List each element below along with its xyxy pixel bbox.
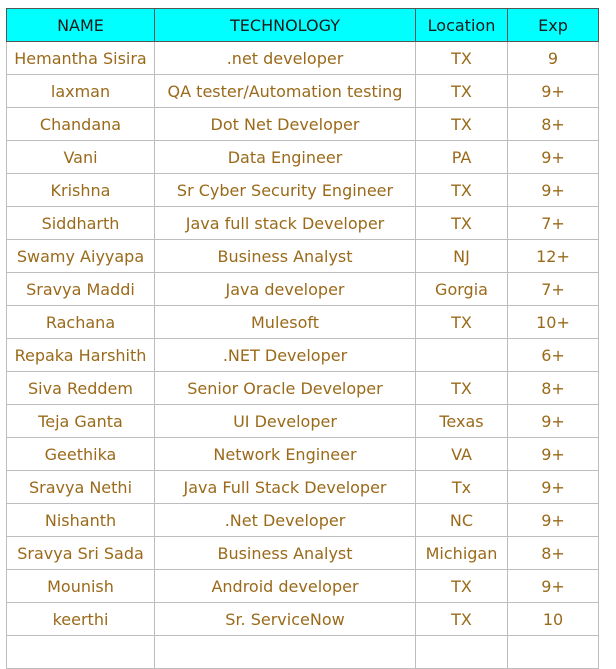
cell-exp: 9+ — [508, 570, 599, 603]
cell-location: TX — [416, 306, 508, 339]
table-row — [7, 141, 599, 174]
cell-location: VA — [416, 438, 508, 471]
cell-location: Michigan — [416, 537, 508, 570]
table-row — [7, 273, 599, 306]
cell-name: Krishna — [7, 174, 155, 207]
cell-exp: 10+ — [508, 306, 599, 339]
table-row — [7, 339, 599, 372]
cell-technology: Network Engineer — [155, 438, 416, 471]
cell-location: TX — [416, 603, 508, 636]
table-row — [7, 108, 599, 141]
cell-technology: Data Engineer — [155, 141, 416, 174]
cell-exp: 6+ — [508, 339, 599, 372]
cell-name: Hemantha Sisira — [7, 42, 155, 75]
table-row — [7, 570, 599, 603]
cell-technology: Sr. ServiceNow — [155, 603, 416, 636]
cell-location: TX — [416, 372, 508, 405]
cell-location: Gorgia — [416, 273, 508, 306]
table-row — [7, 207, 599, 240]
cell-name: Sravya Sri Sada — [7, 537, 155, 570]
cell-exp: 9+ — [508, 75, 599, 108]
cell-technology: Sr Cyber Security Engineer — [155, 174, 416, 207]
cell-exp: 7+ — [508, 207, 599, 240]
table-row — [7, 174, 599, 207]
table-body — [7, 42, 599, 669]
cell-name: Teja Ganta — [7, 405, 155, 438]
cell-name: Repaka Harshith — [7, 339, 155, 372]
table-row — [7, 603, 599, 636]
table-row — [7, 504, 599, 537]
candidate-table — [6, 8, 599, 669]
header-exp: Exp — [508, 9, 599, 42]
cell-exp: 7+ — [508, 273, 599, 306]
header-name: NAME — [7, 9, 155, 42]
cell-location: TX — [416, 42, 508, 75]
cell-location: TX — [416, 570, 508, 603]
cell-technology: Senior Oracle Developer — [155, 372, 416, 405]
cell-technology: .net developer — [155, 42, 416, 75]
cell-location: Tx — [416, 471, 508, 504]
header-location: Location — [416, 9, 508, 42]
cell-name: Chandana — [7, 108, 155, 141]
cell-technology: .NET Developer — [155, 339, 416, 372]
table-row — [7, 240, 599, 273]
cell-exp: 9+ — [508, 471, 599, 504]
cell-technology: Java Full Stack Developer — [155, 471, 416, 504]
cell-name: Siva Reddem — [7, 372, 155, 405]
cell-exp: 9+ — [508, 405, 599, 438]
cell-name: Geethika — [7, 438, 155, 471]
cell-technology: UI Developer — [155, 405, 416, 438]
cell-technology: Mulesoft — [155, 306, 416, 339]
header-technology: TECHNOLOGY — [155, 9, 416, 42]
cell-location: TX — [416, 207, 508, 240]
cell-exp: 9 — [508, 42, 599, 75]
cell-technology: Dot Net Developer — [155, 108, 416, 141]
table-row — [7, 306, 599, 339]
cell-name: Swamy Aiyyapa — [7, 240, 155, 273]
table-row-partial — [7, 636, 599, 669]
cell-name: Rachana — [7, 306, 155, 339]
cell-location: NJ — [416, 240, 508, 273]
cell-exp: 8+ — [508, 537, 599, 570]
cell-location — [416, 339, 508, 372]
cell-name: Sravya Maddi — [7, 273, 155, 306]
cell-name: Sravya Nethi — [7, 471, 155, 504]
cell-location: TX — [416, 108, 508, 141]
cell-exp: 9+ — [508, 174, 599, 207]
cell-exp: 8+ — [508, 372, 599, 405]
cell-technology: Java developer — [155, 273, 416, 306]
cell-empty — [508, 636, 599, 669]
table-row — [7, 372, 599, 405]
table-row — [7, 75, 599, 108]
cell-exp: 9+ — [508, 504, 599, 537]
cell-name: Siddharth — [7, 207, 155, 240]
cell-technology: Business Analyst — [155, 537, 416, 570]
cell-technology: .Net Developer — [155, 504, 416, 537]
table-header-row — [7, 9, 599, 42]
table-row — [7, 405, 599, 438]
cell-name: Mounish — [7, 570, 155, 603]
cell-technology: QA tester/Automation testing — [155, 75, 416, 108]
cell-empty — [416, 636, 508, 669]
cell-exp: 9+ — [508, 438, 599, 471]
cell-name: Vani — [7, 141, 155, 174]
cell-technology: Business Analyst — [155, 240, 416, 273]
cell-empty — [155, 636, 416, 669]
cell-exp: 9+ — [508, 141, 599, 174]
cell-technology: Android developer — [155, 570, 416, 603]
cell-location: PA — [416, 141, 508, 174]
cell-exp: 10 — [508, 603, 599, 636]
table-row — [7, 537, 599, 570]
table-row — [7, 438, 599, 471]
cell-empty — [7, 636, 155, 669]
cell-location: Texas — [416, 405, 508, 438]
cell-technology: Java full stack Developer — [155, 207, 416, 240]
cell-location: TX — [416, 75, 508, 108]
cell-name: keerthi — [7, 603, 155, 636]
cell-exp: 12+ — [508, 240, 599, 273]
cell-location: NC — [416, 504, 508, 537]
cell-location: TX — [416, 174, 508, 207]
table-row — [7, 471, 599, 504]
cell-name: Nishanth — [7, 504, 155, 537]
cell-name: laxman — [7, 75, 155, 108]
cell-exp: 8+ — [508, 108, 599, 141]
table-row — [7, 42, 599, 75]
